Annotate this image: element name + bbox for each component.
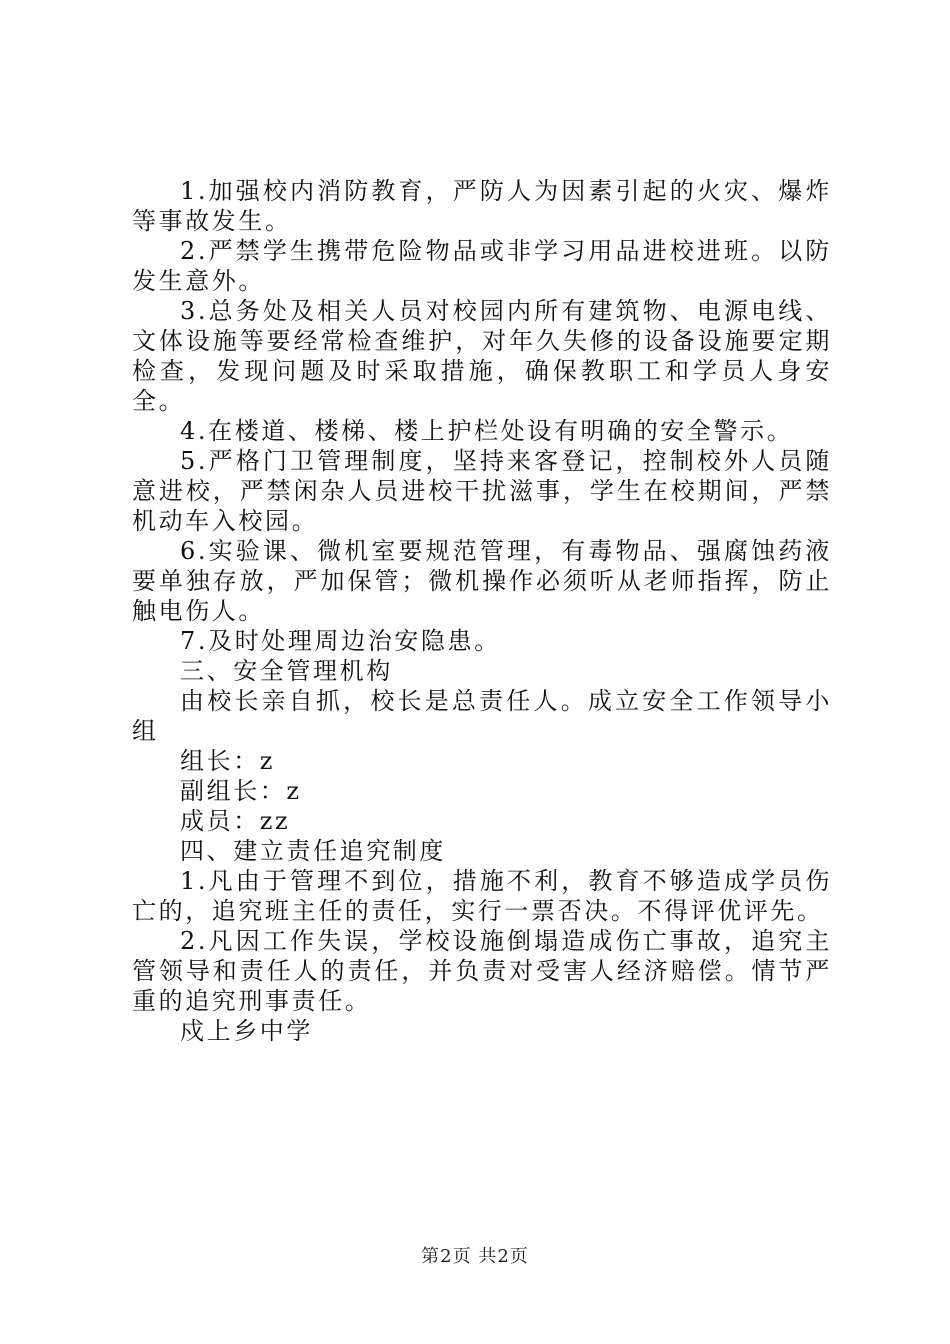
deputy-leader-line: 副组长：z xyxy=(180,777,302,805)
section-heading-4: 四、建立责任追究制度 xyxy=(180,837,446,865)
leadership-statement: 由校长亲自抓，校长是总责任人。成立安全工作领导小组 xyxy=(132,687,832,745)
accountability-rule-1: 1.凡由于管理不到位，措施不利，教育不够造成学员伤亡的，追究班主任的责任，实行一票否决。不得评优评先。 xyxy=(132,867,832,925)
section-heading-3: 三、安全管理机构 xyxy=(180,657,393,685)
rule-4-warning-signs: 4.在楼道、楼梯、楼上护栏处设有明确的安全警示。 xyxy=(180,417,794,445)
accountability-rule-2: 2.凡因工作失误，学校设施倒塌造成伤亡事故，追究主管领导和责任人的责任，并负责对受害人经济赔偿。情节严重的追究刑事责任。 xyxy=(132,927,832,1015)
rule-6-lab-management: 6.实验课、微机室要规范管理，有毒物品、强腐蚀药液要单独存放，严加保管；微机操作必须听从老师指挥，防止触电伤人。 xyxy=(132,537,832,625)
page-number-footer: 第2页 共2页 xyxy=(421,1246,529,1267)
rule-1-fire-education: 1.加强校内消防教育，严防人为因素引起的火灾、爆炸等事故发生。 xyxy=(132,177,832,235)
members-line: 成员：zz xyxy=(180,807,291,835)
rule-3-facility-inspection: 3.总务处及相关人员对校园内所有建筑物、电源电线、文体设施等要经常检查维护，对年久失修的设备设施要定期检查，发现问题及时采取措施，确保教职工和学员人身安全。 xyxy=(132,297,832,415)
rule-7-public-security: 7.及时处理周边治安隐患。 xyxy=(180,627,501,655)
rule-5-gate-management: 5.严格门卫管理制度，坚持来客登记，控制校外人员随意进校，严禁闲杂人员进校干扰滋事，学生在校期间，严禁机动车入校园。 xyxy=(132,447,832,535)
school-signature: 戍上乡中学 xyxy=(180,1017,313,1045)
rule-2-dangerous-items: 2.严禁学生携带危险物品或非学习用品进校进班。以防发生意外。 xyxy=(132,237,832,295)
group-leader-line: 组长：z xyxy=(180,747,276,775)
document-body xyxy=(132,176,832,1046)
